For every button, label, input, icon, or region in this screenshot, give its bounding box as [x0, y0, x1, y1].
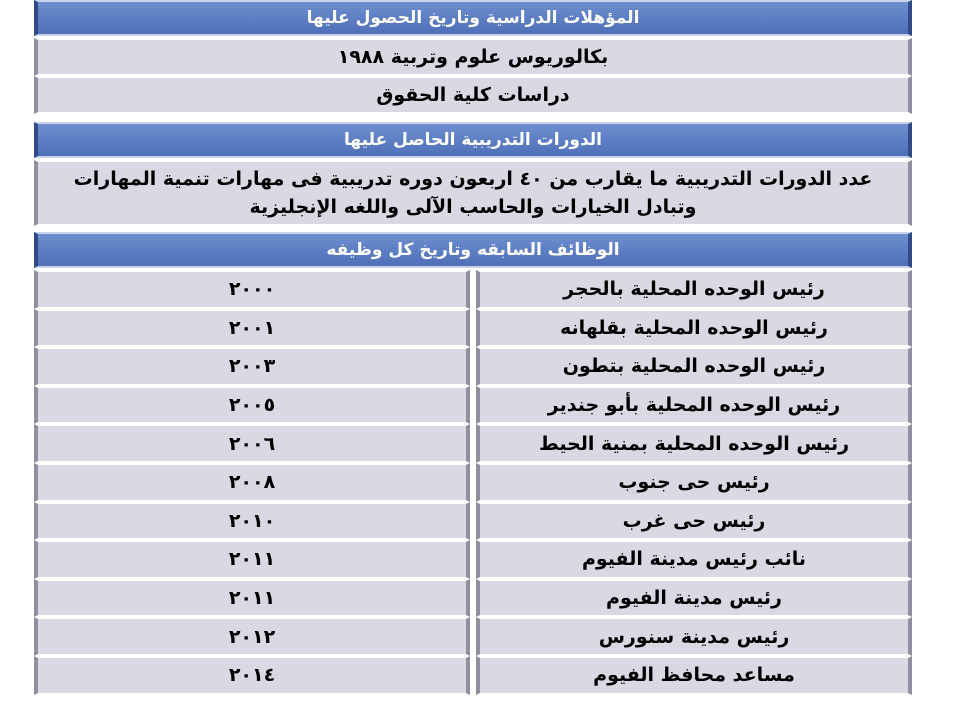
- job-year: ٢٠٠١: [34, 309, 470, 348]
- courses-header: الدورات التدريبية الحاصل عليها: [34, 122, 912, 158]
- job-year: ٢٠٠٦: [34, 424, 470, 463]
- job-title: رئيس مدينة سنورس: [476, 617, 912, 656]
- table-row: [34, 656, 912, 695]
- job-year: ٢٠١٤: [34, 656, 470, 695]
- table-row: [34, 617, 912, 656]
- job-title: رئيس مدينة الفيوم: [476, 579, 912, 618]
- qualification-item-1: بكالوريوس علوم وتربية ١٩٨٨: [34, 38, 912, 76]
- table-row: [34, 463, 912, 502]
- job-year: ٢٠١١: [34, 579, 470, 618]
- jobs-header: الوظائف السابقه وتاريخ كل وظيفه: [34, 232, 912, 268]
- section-gap: [34, 114, 912, 122]
- job-year: ٢٠١٢: [34, 617, 470, 656]
- job-title: مساعد محافظ الفيوم: [476, 656, 912, 695]
- table-row: [34, 309, 912, 348]
- table-row: [34, 386, 912, 425]
- jobs-table: [34, 270, 912, 695]
- table-row: [34, 270, 912, 309]
- job-title: رئيس الوحده المحلية بأبو جندير: [476, 386, 912, 425]
- cv-table: [34, 0, 912, 695]
- table-row: [34, 502, 912, 541]
- job-year: ٢٠٠٨: [34, 463, 470, 502]
- job-title: رئيس حى غرب: [476, 502, 912, 541]
- job-year: ٢٠٠٠: [34, 270, 470, 309]
- job-year: ٢٠٠٣: [34, 347, 470, 386]
- job-year: ٢٠١١: [34, 540, 470, 579]
- table-row: [34, 579, 912, 618]
- table-row: [34, 424, 912, 463]
- job-title: رئيس حى جنوب: [476, 463, 912, 502]
- qualifications-header: المؤهلات الدراسية وتاريخ الحصول عليها: [34, 0, 912, 36]
- qualification-item-2: دراسات كلية الحقوق: [34, 76, 912, 114]
- job-title: رئيس الوحده المحلية بالحجر: [476, 270, 912, 309]
- job-title: رئيس الوحده المحلية بقلهانه: [476, 309, 912, 348]
- job-year: ٢٠١٠: [34, 502, 470, 541]
- job-title: رئيس الوحده المحلية بمنية الحيط: [476, 424, 912, 463]
- job-title: رئيس الوحده المحلية بتطون: [476, 347, 912, 386]
- table-row: [34, 540, 912, 579]
- job-year: ٢٠٠٥: [34, 386, 470, 425]
- courses-text: عدد الدورات التدريبية ما يقارب من ٤٠ اربعون دوره تدريبية فى مهارات تنمية المهارات وتبادل الخيارات والحاسب الآلى واللغه الإنجليزية: [34, 160, 912, 226]
- table-row: [34, 347, 912, 386]
- job-title: نائب رئيس مدينة الفيوم: [476, 540, 912, 579]
